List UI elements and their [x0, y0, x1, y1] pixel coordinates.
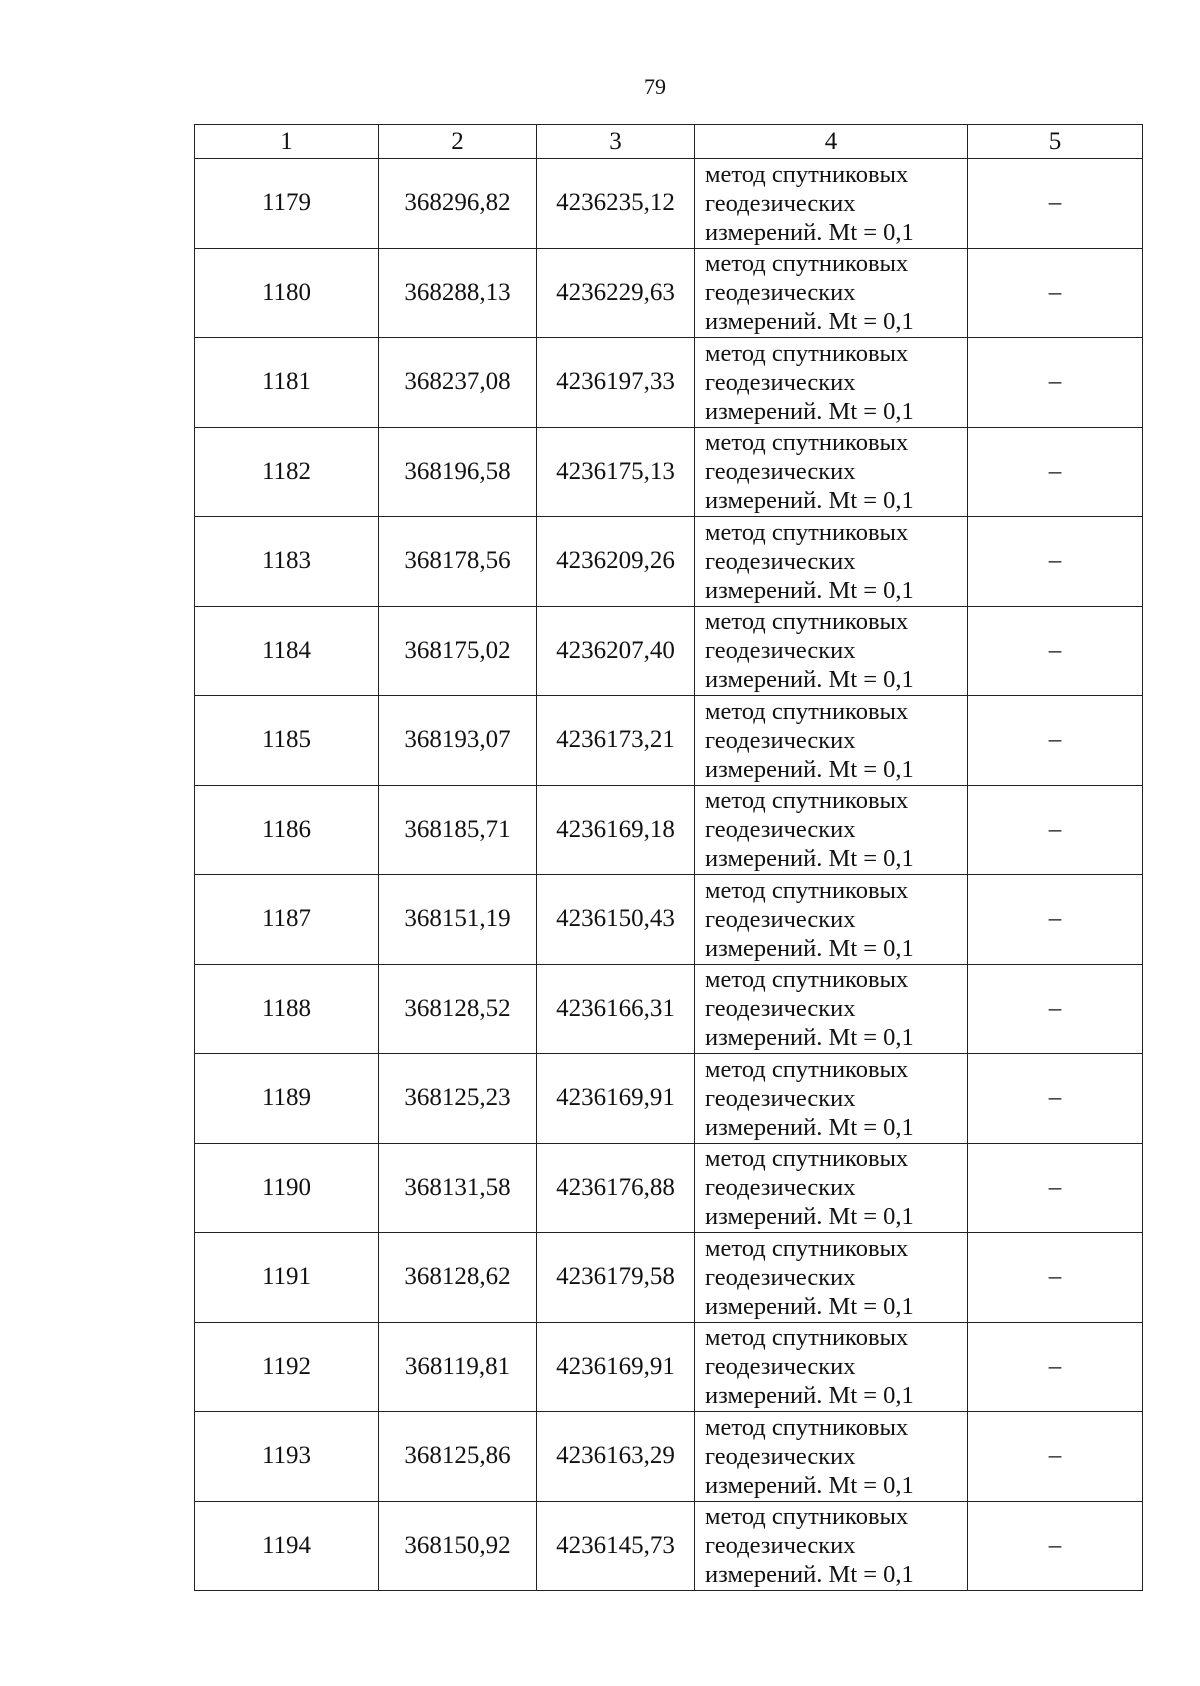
x-coordinate-cell: 368196,58 — [379, 427, 537, 517]
point-number-cell: 1186 — [195, 785, 379, 875]
method-line: измерений. Mt = 0,1 — [705, 1471, 914, 1499]
note-cell: – — [968, 1233, 1143, 1323]
note-cell: – — [968, 785, 1143, 875]
point-number-cell: 1189 — [195, 1054, 379, 1144]
table-row — [195, 338, 1143, 428]
x-coordinate-cell: 368131,58 — [379, 1143, 537, 1233]
method-line: измерений. Mt = 0,1 — [705, 845, 914, 873]
y-coordinate-cell: 4236179,58 — [537, 1233, 695, 1323]
x-coordinate-cell: 368175,02 — [379, 606, 537, 696]
y-coordinate-cell: 4236175,13 — [537, 427, 695, 517]
header-col-2: 2 — [379, 125, 537, 159]
method-line: геодезических — [705, 279, 856, 307]
method-line: геодезических — [705, 1263, 856, 1291]
method-line: измерений. Mt = 0,1 — [705, 1382, 914, 1410]
method-line: измерений. Mt = 0,1 — [705, 1203, 914, 1231]
method-line: геодезических — [705, 1084, 856, 1112]
x-coordinate-cell: 368185,71 — [379, 785, 537, 875]
method-cell — [695, 159, 968, 249]
header-col-1: 1 — [195, 125, 379, 159]
table-header — [195, 125, 1143, 159]
y-coordinate-cell: 4236229,63 — [537, 248, 695, 338]
method-line: метод спутниковых — [705, 608, 909, 636]
method-cell — [695, 517, 968, 607]
y-coordinate-cell: 4236235,12 — [537, 159, 695, 249]
method-cell — [695, 964, 968, 1054]
method-line: метод спутниковых — [705, 518, 909, 546]
x-coordinate-cell: 368151,19 — [379, 875, 537, 965]
table-row — [195, 427, 1143, 517]
method-line: метод спутниковых — [705, 250, 909, 278]
point-number-cell: 1191 — [195, 1233, 379, 1323]
table-row — [195, 964, 1143, 1054]
note-cell: – — [968, 606, 1143, 696]
point-number-cell: 1180 — [195, 248, 379, 338]
y-coordinate-cell: 4236169,91 — [537, 1322, 695, 1412]
y-coordinate-cell: 4236176,88 — [537, 1143, 695, 1233]
method-line: измерений. Mt = 0,1 — [705, 666, 914, 694]
method-cell — [695, 606, 968, 696]
method-cell — [695, 338, 968, 428]
x-coordinate-cell: 368125,86 — [379, 1412, 537, 1502]
note-cell: – — [968, 1143, 1143, 1233]
method-line: измерений. Mt = 0,1 — [705, 1561, 914, 1589]
method-cell — [695, 696, 968, 786]
method-line: геодезических — [705, 995, 856, 1023]
method-line: геодезических — [705, 1442, 856, 1470]
note-cell: – — [968, 1322, 1143, 1412]
note-cell: – — [968, 338, 1143, 428]
method-line: метод спутниковых — [705, 1503, 909, 1531]
x-coordinate-cell: 368178,56 — [379, 517, 537, 607]
point-number-cell: 1185 — [195, 696, 379, 786]
method-cell — [695, 1322, 968, 1412]
method-line: измерений. Mt = 0,1 — [705, 218, 914, 246]
y-coordinate-cell: 4236166,31 — [537, 964, 695, 1054]
x-coordinate-cell: 368128,62 — [379, 1233, 537, 1323]
table-row — [195, 159, 1143, 249]
y-coordinate-cell: 4236173,21 — [537, 696, 695, 786]
header-row — [195, 125, 1143, 159]
method-line: измерений. Mt = 0,1 — [705, 1024, 914, 1052]
page-number: 79 — [644, 74, 666, 99]
header-col-4: 4 — [695, 125, 968, 159]
method-cell — [695, 248, 968, 338]
method-line: геодезических — [705, 1353, 856, 1381]
x-coordinate-cell: 368288,13 — [379, 248, 537, 338]
y-coordinate-cell: 4236209,26 — [537, 517, 695, 607]
point-number-cell: 1184 — [195, 606, 379, 696]
point-number-cell: 1183 — [195, 517, 379, 607]
y-coordinate-cell: 4236145,73 — [537, 1501, 695, 1591]
note-cell: – — [968, 964, 1143, 1054]
method-line: геодезических — [705, 816, 856, 844]
method-line: метод спутниковых — [705, 1413, 909, 1441]
y-coordinate-cell: 4236169,91 — [537, 1054, 695, 1144]
point-number-cell: 1187 — [195, 875, 379, 965]
method-line: геодезических — [705, 368, 856, 396]
note-cell: – — [968, 517, 1143, 607]
table-row — [195, 875, 1143, 965]
point-number-cell: 1194 — [195, 1501, 379, 1591]
y-coordinate-cell: 4236169,18 — [537, 785, 695, 875]
point-number-cell: 1190 — [195, 1143, 379, 1233]
method-line: метод спутниковых — [705, 697, 909, 725]
point-number-cell: 1182 — [195, 427, 379, 517]
note-cell: – — [968, 1054, 1143, 1144]
y-coordinate-cell: 4236163,29 — [537, 1412, 695, 1502]
table-body — [195, 159, 1143, 1591]
x-coordinate-cell: 368128,52 — [379, 964, 537, 1054]
note-cell: – — [968, 875, 1143, 965]
note-cell: – — [968, 248, 1143, 338]
method-line: метод спутниковых — [705, 966, 909, 994]
method-line: геодезических — [705, 905, 856, 933]
method-cell — [695, 427, 968, 517]
method-cell — [695, 1412, 968, 1502]
method-line: метод спутниковых — [705, 787, 909, 815]
method-line: измерений. Mt = 0,1 — [705, 397, 914, 425]
method-line: измерений. Mt = 0,1 — [705, 934, 914, 962]
x-coordinate-cell: 368237,08 — [379, 338, 537, 428]
point-number-cell: 1179 — [195, 159, 379, 249]
y-coordinate-cell: 4236150,43 — [537, 875, 695, 965]
note-cell: – — [968, 696, 1143, 786]
note-cell: – — [968, 159, 1143, 249]
method-line: геодезических — [705, 458, 856, 486]
header-col-3: 3 — [537, 125, 695, 159]
method-line: геодезических — [705, 1532, 856, 1560]
method-line: метод спутниковых — [705, 429, 909, 457]
x-coordinate-cell: 368193,07 — [379, 696, 537, 786]
method-cell — [695, 1054, 968, 1144]
method-line: измерений. Mt = 0,1 — [705, 1113, 914, 1141]
method-line: измерений. Mt = 0,1 — [705, 308, 914, 336]
method-line: измерений. Mt = 0,1 — [705, 755, 914, 783]
method-line: геодезических — [705, 547, 856, 575]
method-line: метод спутниковых — [705, 160, 909, 188]
method-line: метод спутниковых — [705, 1055, 909, 1083]
method-line: метод спутниковых — [705, 1234, 909, 1262]
method-line: метод спутниковых — [705, 1324, 909, 1352]
method-line: измерений. Mt = 0,1 — [705, 576, 914, 604]
y-coordinate-cell: 4236207,40 — [537, 606, 695, 696]
method-line: геодезических — [705, 637, 856, 665]
x-coordinate-cell: 368125,23 — [379, 1054, 537, 1144]
method-line: метод спутниковых — [705, 876, 909, 904]
method-line: измерений. Mt = 0,1 — [705, 1292, 914, 1320]
table-row — [195, 1143, 1143, 1233]
method-line: геодезических — [705, 1174, 856, 1202]
table-row — [195, 1501, 1143, 1591]
y-coordinate-cell: 4236197,33 — [537, 338, 695, 428]
method-line: измерений. Mt = 0,1 — [705, 487, 914, 515]
coordinates-table — [194, 124, 1143, 1591]
table-row — [195, 517, 1143, 607]
x-coordinate-cell: 368150,92 — [379, 1501, 537, 1591]
header-col-5: 5 — [968, 125, 1143, 159]
table-row — [195, 785, 1143, 875]
note-cell: – — [968, 1412, 1143, 1502]
x-coordinate-cell: 368296,82 — [379, 159, 537, 249]
point-number-cell: 1188 — [195, 964, 379, 1054]
method-line: геодезических — [705, 726, 856, 754]
note-cell: – — [968, 1501, 1143, 1591]
method-cell — [695, 785, 968, 875]
table-row — [195, 1054, 1143, 1144]
method-line: метод спутниковых — [705, 339, 909, 367]
method-cell — [695, 875, 968, 965]
table-row — [195, 606, 1143, 696]
table-row — [195, 1233, 1143, 1323]
table-row — [195, 696, 1143, 786]
method-cell — [695, 1143, 968, 1233]
table-row — [195, 1322, 1143, 1412]
method-line: метод спутниковых — [705, 1145, 909, 1173]
table-row — [195, 248, 1143, 338]
point-number-cell: 1181 — [195, 338, 379, 428]
point-number-cell: 1192 — [195, 1322, 379, 1412]
method-line: геодезических — [705, 189, 856, 217]
point-number-cell: 1193 — [195, 1412, 379, 1502]
x-coordinate-cell: 368119,81 — [379, 1322, 537, 1412]
table-row — [195, 1412, 1143, 1502]
method-cell — [695, 1501, 968, 1591]
method-cell — [695, 1233, 968, 1323]
note-cell: – — [968, 427, 1143, 517]
